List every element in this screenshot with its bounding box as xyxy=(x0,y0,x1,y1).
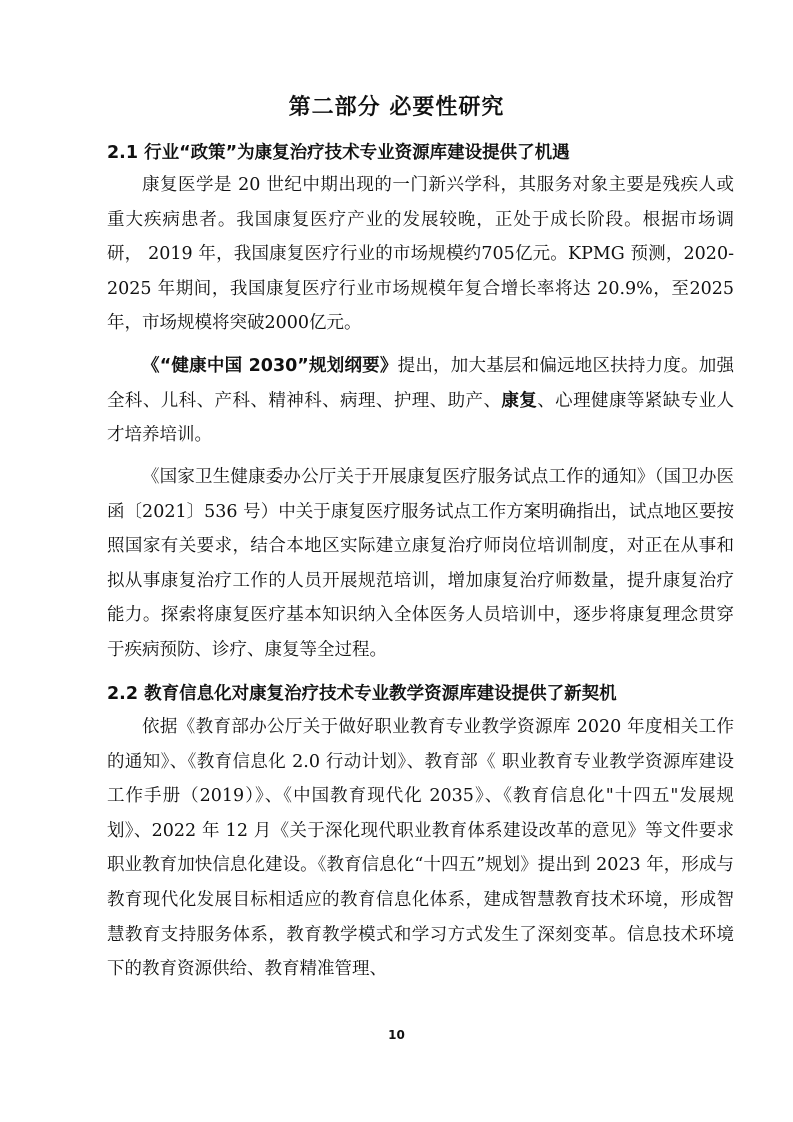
paragraph-health-commission: 《国家卫生健康委办公厅关于开展康复医疗服务试点工作的通知》（国卫办医函〔2021〕536 号）中关于康复医疗服务试点工作方案明确指出，试点地区要按照国家有关要求，结合本地区实际建立康复治疗师岗位培训制度，对正在从事和拟从事康复治疗工作的人员开展规范培训，增加康复治疗师数量，提升康复治疗能力。探索将康复医疗基本知识纳入全体医务人员培训中，逐步将康复理念贯穿于疾病预防、诊疗、康复等全过程。 xyxy=(107,467,734,660)
bold-keyword: 康复 xyxy=(501,390,538,411)
paragraph-rehab-medicine: 康复医学是 20 世纪中期出现的一门新兴学科，其服务对象主要是残疾人或重大疾病患者。我国康复医疗产业的发展较晚，正处于成长阶段。根据市场调研， 2019 年，我国康复医疗行业的市场规模约705亿元。KPMG 预测，2020-2025 年期间，我国康复医疗行业市场规模年复合增长率将达 20.9%，至2025年，市场规模将突破2000亿元。 xyxy=(107,175,734,334)
paragraph-education-informatization: 依据《教育部办公厅关于做好职业教育专业教学资源库 2020 年度相关工作的通知》、《教育信息化 2.0 行动计划》、教育部《 职业教育专业教学资源库建设工作手册（2019）》、《中国教育现代化 2035》、《教育信息化"十四五"发展规划》、2022 年 12 月《关于深化现代职业教育体系建设改革的意见》等文件要求职业教育加快信息化建设。《教育信息化“十四五”规划》提出到 2023 年，形成与教育现代化发展目标相适应的教育信息化体系，建成智慧教育技术环境，形成智慧教育支持服务体系，教育教学模式和学习方式发生了深刻变革。信息技术环境下的教育资源供给、教育精准管理、 xyxy=(107,717,734,980)
page-title: 第二部分 必要性研究 xyxy=(288,95,505,120)
section-heading-2-1: 2.1 行业“政策”为康复治疗技术专业资源库建设提供了机遇 xyxy=(107,143,570,163)
page-number: 10 xyxy=(388,1028,405,1042)
section-heading-2-2: 2.2 教育信息化对康复治疗技术专业教学资源库建设提供了新契机 xyxy=(107,684,617,704)
paragraph-text: 提出，加大基层和偏远地区扶持力度。加强全科、儿科、产科、精神科、病理、护理、助产、 xyxy=(107,356,734,411)
paragraph-healthy-china xyxy=(107,349,734,453)
bold-doc-title: 《“健康中国 2030”规划纲要》 xyxy=(142,356,398,376)
paragraph-text: 、心理健康等紧缺专业人才培养培训。 xyxy=(107,390,735,446)
